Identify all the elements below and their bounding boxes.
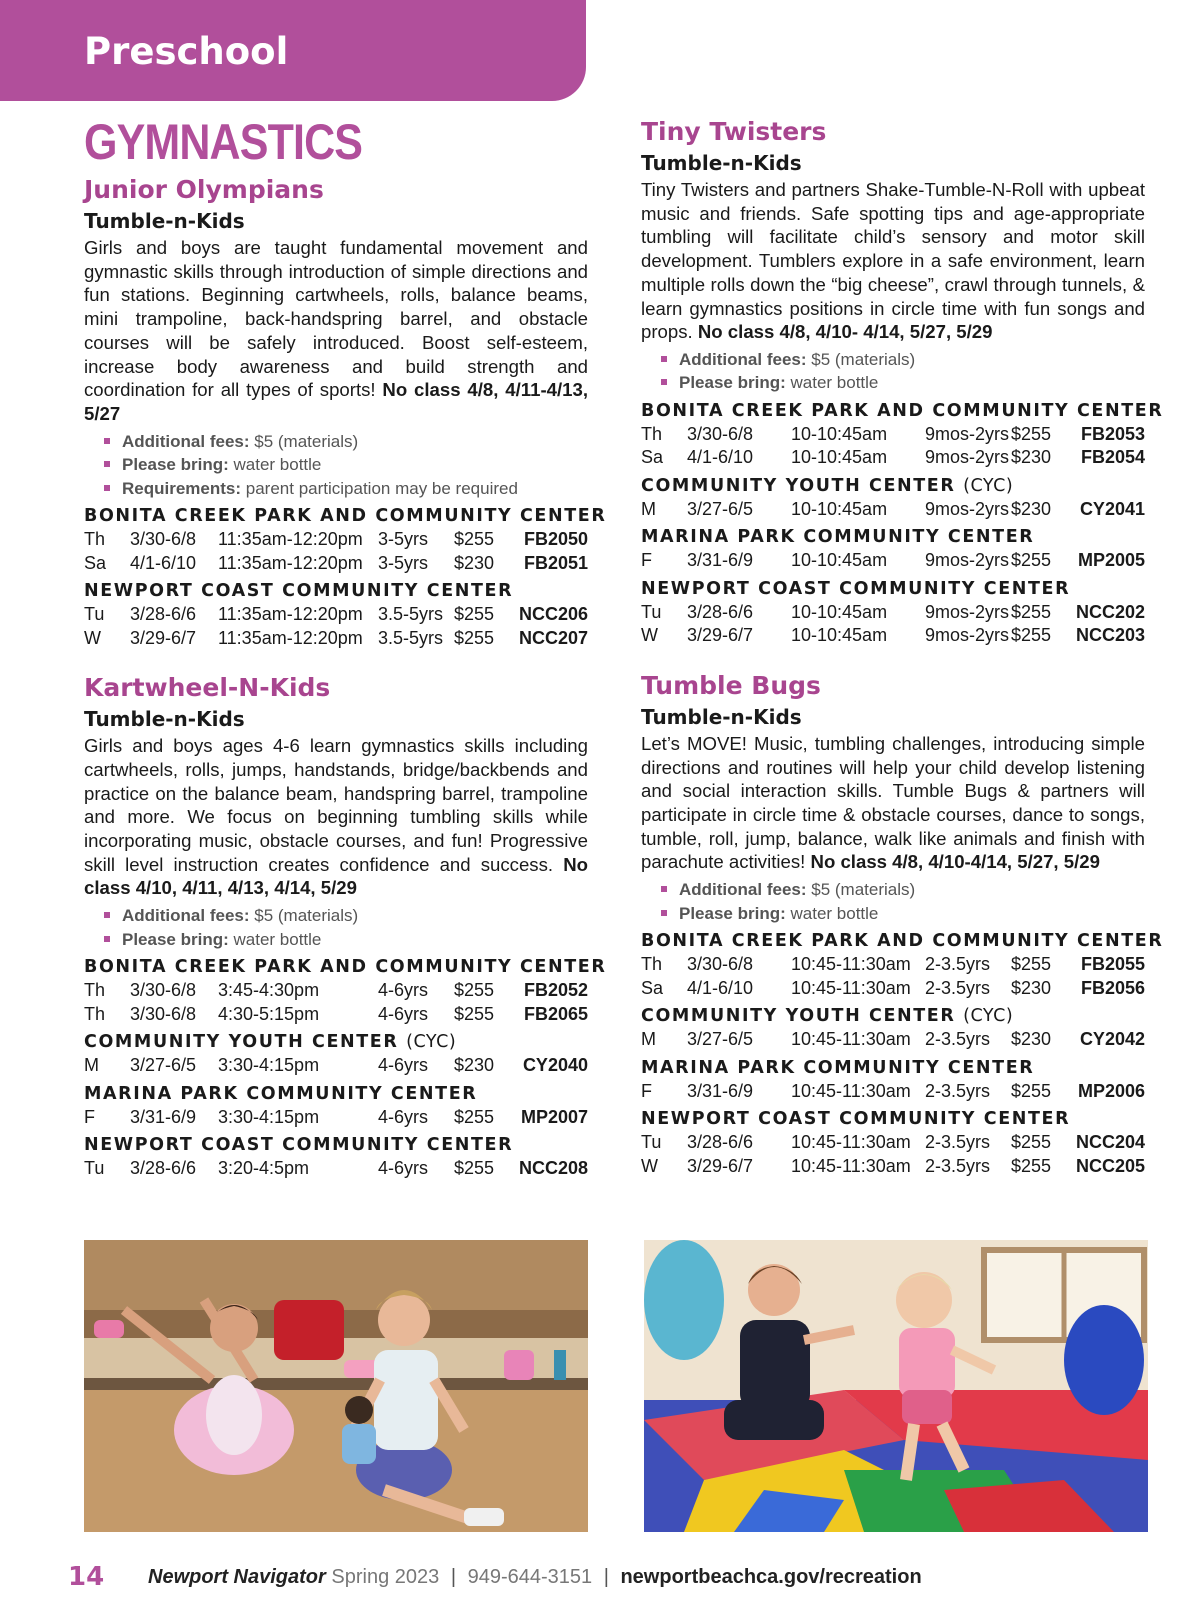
schedule-fee: $255 [1011,601,1052,622]
note-value: $5 (materials) [254,906,359,926]
location-name-text: NEWPORT COAST COMMUNITY CENTER [84,581,514,602]
schedule-age: 2-3.5yrs [925,954,991,975]
left-column [84,112,607,1203]
schedule-dates: 3/28-6/6 [687,601,754,622]
schedule-age: 2-3.5yrs [925,1155,991,1176]
schedule-code[interactable]: FB2050 [523,529,588,550]
schedule-row [84,552,588,576]
location-name [84,1133,588,1157]
location-name [641,577,1145,601]
schedule-time: 10:45-11:30am [791,1132,911,1153]
location-name-text: BONITA CREEK PARK AND COMMUNITY CENTER [641,931,1164,952]
footer-separator: | [450,1566,457,1588]
schedule-code[interactable]: MP2005 [1077,550,1145,571]
schedule-age: 9mos-2yrs [925,423,1010,444]
location-abbreviation: (CYC) [406,1032,457,1053]
schedule-fee: $230 [1011,447,1052,468]
schedule-fee: $255 [454,1158,495,1179]
location-name-text: BONITA CREEK PARK AND COMMUNITY CENTER [84,957,607,978]
location-name [84,955,607,979]
schedule-age: 2-3.5yrs [925,1080,991,1101]
schedule-dates: 3/30-6/8 [130,529,197,550]
schedule-day: Tu [641,1132,662,1153]
course-notes [104,904,588,951]
schedule-row [641,423,1145,447]
schedule-fee: $255 [454,627,495,648]
schedule-day: Sa [641,977,664,998]
schedule-age: 9mos-2yrs [925,447,1010,468]
schedule-code[interactable]: FB2052 [523,980,588,1001]
location-abbreviation: (CYC) [963,475,1014,496]
course-description-text: Girls and boys ages 4-6 learn gymnastics skills including cartwheels, rolls, jumps, handstands, bridge/backbends and practice on the balance beam, handspring barrel, trampoline and more. We focus on beginning tumbling skills while incorporating music, obstacle courses, and fun! Progressive skill level instruction creates confidence and success. [84,735,588,875]
schedule-time: 10-10:45am [791,447,888,468]
course-description [641,732,1145,874]
schedule-time: 10-10:45am [791,498,888,519]
schedule-age: 2-3.5yrs [925,1029,991,1050]
location-name [641,525,1145,549]
schedule-row [84,627,588,651]
schedule-dates: 4/1-6/10 [130,552,197,573]
schedule-row [641,1131,1145,1155]
schedule-row [641,624,1145,648]
schedule-day: Th [84,1003,106,1024]
schedule-fee: $255 [1011,1132,1052,1153]
schedule-age: 9mos-2yrs [925,550,1010,571]
schedule-row [84,1003,588,1027]
schedule-day: Th [641,954,663,975]
schedule-time: 11:35am-12:20pm [218,529,363,550]
location-name [84,579,588,603]
schedule-code[interactable]: NCC206 [518,604,588,625]
course-notes [661,348,1145,395]
schedule-day: W [641,625,658,646]
schedule-dates: 3/31-6/9 [687,1080,754,1101]
schedule-day: M [84,1055,99,1076]
schedule-dates: 3/30-6/8 [687,423,754,444]
schedule-time: 4:30-5:15pm [218,1003,320,1024]
schedule-fee: $255 [454,529,495,550]
section-title: Preschool [84,30,289,73]
schedule-code[interactable]: NCC208 [518,1158,588,1179]
schedule-fee: $255 [1011,423,1052,444]
schedule-day: Th [641,423,663,444]
schedule-time: 10:45-11:30am [791,1155,911,1176]
schedule-fee: $230 [1011,498,1052,519]
note-label: Please bring: [679,903,786,923]
note-label: Please bring: [679,373,786,393]
location-name [84,1082,588,1106]
course-title: Kartwheel-N-Kids [84,673,331,703]
schedule-code[interactable]: MP2006 [1077,1080,1145,1101]
no-class-dates: No class 4/8, 4/10-4/14, 5/27, 5/29 [810,851,1100,873]
no-class-dates: No class 4/10, 4/11, 4/13, 4/14, 5/29 [84,853,588,899]
course-note-item [661,878,1145,902]
schedule-dates: 3/30-6/8 [130,1003,197,1024]
bullet-square-icon [104,912,110,918]
schedule-fee: $230 [1011,977,1052,998]
course-provider: Tumble-n-Kids [84,707,245,732]
schedule-time: 10:45-11:30am [791,1029,911,1050]
schedule-fee: $255 [1011,625,1052,646]
schedule-fee: $255 [1011,1080,1052,1101]
note-value: water bottle [233,929,322,949]
schedule-code[interactable]: CY2040 [522,1055,588,1076]
page-number: 14 [68,1562,105,1592]
schedule-age: 2-3.5yrs [925,977,991,998]
schedule-dates: 3/31-6/9 [130,1106,197,1127]
course-block [641,116,1164,648]
left-course-list [84,174,607,1181]
schedule-age: 3.5-5yrs [378,627,444,648]
note-label: Requirements: [122,478,242,498]
publication-name: Newport Navigator [148,1566,326,1588]
schedule-code[interactable]: NCC202 [1075,601,1145,622]
schedule-fee: $255 [454,1003,495,1024]
photo-instructor-toddler-illustration [644,1240,1148,1532]
schedule-row [84,1157,588,1181]
schedule-code[interactable]: NCC204 [1075,1132,1145,1153]
course-note-item [104,477,588,501]
schedule-dates: 3/30-6/8 [130,980,197,1001]
schedule-row [84,528,588,552]
course-block [84,672,607,1180]
location-name-text: MARINA PARK COMMUNITY CENTER [84,1083,478,1104]
publication-info [148,1566,922,1589]
bullet-square-icon [104,485,110,491]
course-title: Tumble Bugs [641,670,821,700]
course-note-item [104,453,588,477]
bullet-square-icon [104,461,110,467]
schedule-time: 10-10:45am [791,550,888,571]
bullet-square-icon [104,438,110,444]
course-note-item [661,371,1145,395]
schedule-row [641,1080,1145,1104]
schedule-day: F [84,1106,95,1127]
photo-girls-jumping [84,1240,588,1532]
schedule-code[interactable]: FB2051 [523,552,588,573]
schedule-code[interactable]: FB2054 [1080,447,1145,468]
location-name-text: BONITA CREEK PARK AND COMMUNITY CENTER [641,400,1164,421]
note-value: parent participation may be required [245,478,518,498]
footer-separator: | [603,1566,609,1588]
category-title: GYMNASTICS [84,114,363,170]
schedule-age: 3-5yrs [378,552,429,573]
schedule-age: 4-6yrs [378,1158,429,1179]
schedule-code[interactable]: MP2007 [520,1106,588,1127]
schedule-row [84,1054,588,1078]
schedule-fee: $255 [1011,550,1052,571]
footer-website-link[interactable]: newportbeachca.gov/recreation [620,1566,922,1588]
course-description-text: Girls and boys are taught fundamental movement and gymnastic skills through introduction of simple directions and fun stations. Beginning cartwheels, rolls, balance beams, mini trampoline, back-handspring barrel, and obstacle courses will be safely introduced. Boost self-esteem, increase body awareness and build strength and coordination for all types of sports! [84,237,588,401]
schedule-row [641,601,1145,625]
bullet-square-icon [661,356,667,362]
course-description-text: Let’s MOVE! Music, tumbling challenges, introducing simple directions and routines will help your child develop listening and social interaction skills. Tumble Bugs & partners will participate in circle time & obstacle courses, dance to songs, tumble, roll, jump, balance, walk like animals and finish with parachute activities! [641,732,1145,873]
schedule-dates: 3/27-6/5 [687,498,754,519]
schedule-dates: 3/28-6/6 [687,1132,754,1153]
schedule-dates: 3/27-6/5 [130,1055,197,1076]
course-note-item [104,904,588,928]
schedule-fee: $230 [1011,1029,1052,1050]
schedule-fee: $255 [1011,1155,1052,1176]
course-provider: Tumble-n-Kids [641,151,802,175]
schedule-day: F [641,1080,652,1101]
schedule-fee: $230 [454,552,495,573]
schedule-time: 11:35am-12:20pm [218,604,363,625]
course-block [84,174,607,650]
schedule-dates: 3/29-6/7 [687,625,754,646]
location-name-text: BONITA CREEK PARK AND COMMUNITY CENTER [84,506,607,527]
schedule-code[interactable]: FB2053 [1080,423,1145,444]
schedule-row [641,498,1145,522]
schedule-day: Tu [84,1158,105,1179]
schedule-dates: 3/27-6/5 [687,1029,754,1050]
bullet-square-icon [661,886,667,892]
schedule-dates: 3/29-6/7 [130,627,197,648]
schedule-time: 3:30-4:15pm [218,1055,320,1076]
note-label: Please bring: [122,455,229,475]
schedule-time: 10-10:45am [791,625,888,646]
course-provider: Tumble-n-Kids [641,704,802,729]
footer-phone: 949-644-3151 [467,1566,593,1588]
location-name-text: COMMUNITY YOUTH CENTER [641,1006,956,1027]
location-name [641,1004,1145,1028]
schedule-age: 9mos-2yrs [925,498,1010,519]
schedule-row [641,549,1145,573]
schedule-time: 3:30-4:15pm [218,1106,320,1127]
schedule-day: Tu [641,601,662,622]
publication-season: Spring 2023 [331,1566,440,1588]
note-label: Additional fees: [122,431,250,451]
schedule-time: 10:45-11:30am [791,1080,911,1101]
schedule-time: 10:45-11:30am [791,954,911,975]
schedule-row [641,1155,1145,1179]
schedule-dates: 3/29-6/7 [687,1155,754,1176]
location-name-text: COMMUNITY YOUTH CENTER [84,1032,399,1053]
schedule-age: 9mos-2yrs [925,601,1010,622]
schedule-dates: 3/28-6/6 [130,604,197,625]
schedule-fee: $255 [454,1106,495,1127]
note-label: Additional fees: [122,906,250,926]
schedule-time: 3:20-4:5pm [218,1158,310,1179]
course-note-item [104,430,588,454]
right-column [641,116,1164,1200]
location-name-text: MARINA PARK COMMUNITY CENTER [641,1057,1035,1078]
schedule-day: Tu [84,604,105,625]
course-title: Junior Olympians [84,175,324,204]
location-name-text: NEWPORT COAST COMMUNITY CENTER [84,1135,514,1156]
schedule-time: 10-10:45am [791,601,888,622]
schedule-row [641,977,1145,1001]
course-notes [104,430,588,501]
schedule-code[interactable]: FB2065 [523,1003,588,1024]
location-name-text: COMMUNITY YOUTH CENTER [641,475,956,496]
location-name [641,1056,1145,1080]
no-class-dates: No class 4/8, 4/10- 4/14, 5/27, 5/29 [697,321,993,343]
note-value: $5 (materials) [811,880,916,900]
schedule-code[interactable]: NCC205 [1075,1155,1145,1176]
schedule-code[interactable]: FB2055 [1080,954,1145,975]
location-abbreviation: (CYC) [963,1006,1014,1027]
schedule-time: 11:35am-12:20pm [218,552,363,573]
schedule-fee: $255 [454,980,495,1001]
note-value: water bottle [790,903,879,923]
schedule-code[interactable]: NCC207 [518,627,588,648]
schedule-day: Th [84,529,106,550]
schedule-fee: $230 [454,1055,495,1076]
course-title: Tiny Twisters [641,117,827,146]
schedule-time: 10-10:45am [791,423,888,444]
schedule-day: F [641,550,652,571]
schedule-row [84,1106,588,1130]
schedule-code[interactable]: CY2042 [1079,1029,1145,1050]
schedule-fee: $255 [454,604,495,625]
note-label: Additional fees: [679,349,807,369]
no-class-dates: No class 4/8, 4/11-4/13, 5/27 [84,379,588,424]
schedule-row [641,446,1145,470]
bullet-square-icon [661,379,667,385]
schedule-dates: 3/31-6/9 [687,550,754,571]
schedule-day: Sa [641,447,664,468]
schedule-day: M [641,1029,656,1050]
note-value: $5 (materials) [811,349,916,369]
schedule-day: Th [84,980,106,1001]
course-note-item [104,928,588,952]
schedule-age: 4-6yrs [378,1003,429,1024]
schedule-row [641,953,1145,977]
schedule-dates: 4/1-6/10 [687,447,754,468]
schedule-dates: 3/28-6/6 [130,1158,197,1179]
location-name-text: NEWPORT COAST COMMUNITY CENTER [641,578,1071,599]
photo-instructor-toddler [644,1240,1148,1532]
schedule-row [84,603,588,627]
course-description [84,236,588,426]
bullet-square-icon [104,936,110,942]
schedule-dates: 4/1-6/10 [687,977,754,998]
schedule-day: W [641,1155,658,1176]
right-course-list [641,116,1164,1178]
schedule-row [641,1028,1145,1052]
location-name [641,474,1145,498]
course-description [84,734,588,900]
schedule-code[interactable]: CY2041 [1079,498,1145,519]
schedule-age: 3.5-5yrs [378,604,444,625]
bullet-square-icon [661,910,667,916]
course-description-text: Tiny Twisters and partners Shake-Tumble-N-Roll with upbeat music and friends. Safe spotting tips and age-appropriate tumbling will facilitate child’s sensory and motor skill development. Tumblers explore in a safe environment, learn multiple rolls down the “big cheese”, crawl through tunnels, & learn gymnastics positions in circle time with fun songs and props. [641,179,1145,343]
course-description [641,178,1145,344]
schedule-day: Sa [84,552,107,573]
location-name-text: MARINA PARK COMMUNITY CENTER [641,527,1035,548]
schedule-age: 9mos-2yrs [925,625,1010,646]
schedule-code[interactable]: FB2056 [1080,977,1145,998]
schedule-dates: 3/30-6/8 [687,954,754,975]
course-block [641,670,1164,1178]
course-note-item [661,902,1145,926]
note-value: water bottle [233,455,322,475]
location-name [84,1030,588,1054]
schedule-code[interactable]: NCC203 [1075,625,1145,646]
location-name-text: NEWPORT COAST COMMUNITY CENTER [641,1109,1071,1130]
course-provider: Tumble-n-Kids [84,209,245,233]
location-name [84,504,607,528]
schedule-day: M [641,498,656,519]
photo-girls-jumping-illustration [84,1240,588,1532]
location-name [641,399,1164,423]
schedule-row [84,979,588,1003]
schedule-age: 2-3.5yrs [925,1132,991,1153]
schedule-time: 10:45-11:30am [791,977,911,998]
schedule-age: 3-5yrs [378,529,429,550]
note-label: Please bring: [122,929,229,949]
schedule-time: 11:35am-12:20pm [218,627,363,648]
schedule-age: 4-6yrs [378,1106,429,1127]
note-label: Additional fees: [679,880,807,900]
schedule-age: 4-6yrs [378,1055,429,1076]
course-note-item [661,348,1145,372]
schedule-time: 3:45-4:30pm [218,980,320,1001]
note-value: $5 (materials) [254,431,359,451]
section-header [0,0,586,101]
schedule-age: 4-6yrs [378,980,429,1001]
course-notes [661,878,1145,925]
schedule-fee: $255 [1011,954,1052,975]
location-name [641,929,1164,953]
schedule-day: W [84,627,101,648]
location-name [641,1107,1145,1131]
note-value: water bottle [790,373,879,393]
